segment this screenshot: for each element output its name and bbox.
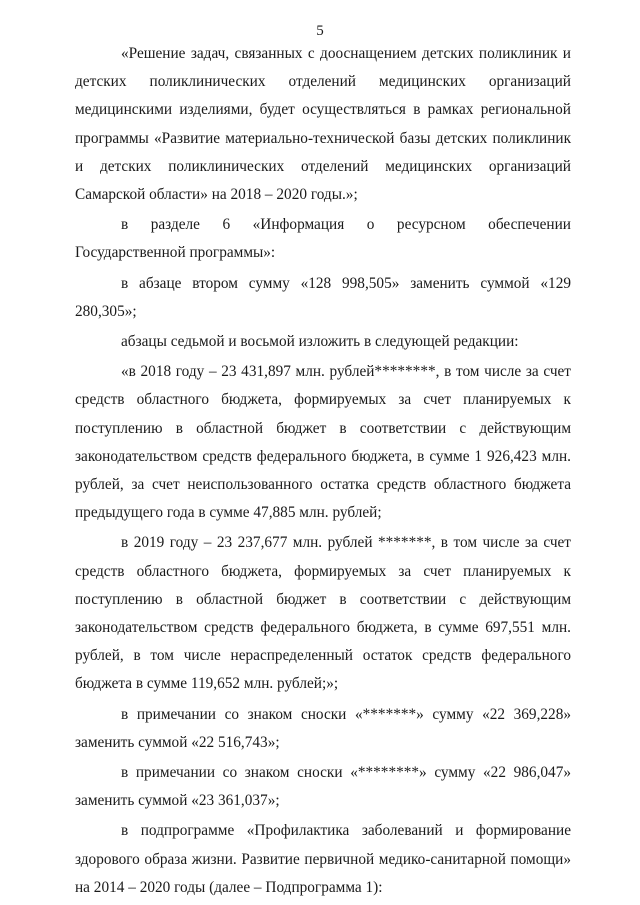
paragraph-second-abzac-amount: в абзаце втором сумму «128 998,505» заменить суммой «129 280,305»; — [75, 274, 571, 320]
paragraph-abzac-7-8-intro: абзацы седьмой и восьмой изложить в следующей редакции: — [121, 333, 519, 351]
document-body — [75, 40, 571, 904]
paragraph-subprogram-1-intro: в подпрограмме «Профилактика заболеваний и формирование здорового образа жизни. Развитие первичной медико-санитарной помощи» на 2014 – 2020 годы (далее – Подпрограмма 1): — [75, 822, 571, 896]
page-number: 5 — [316, 23, 324, 39]
paragraph-program-note: «Решение задач, связанных с дооснащением детских поликлиник и детских поликлинических отделений медицинских организаций медицинскими изделиями, будет осуществляться в рамках региональной программы «Развитие материально-технической базы детских поликлиник и детских поликлинических отделений медицинских организаций Самарской области» на 2018 – 2020 годы.»; — [75, 45, 571, 204]
paragraph-footnote-7-stars: в примечании со знаком сноски «*******» сумму «22 369,228» заменить суммой «22 516,743»; — [75, 705, 571, 751]
paragraph-section-6-intro: в разделе 6 «Информация о ресурсном обеспечении Государственной программы»: — [75, 216, 571, 262]
paragraph-year-2018: «в 2018 году – 23 431,897 млн. рублей********, в том числе за счет средств областного бюджета, формируемых за счет планируемых к поступлению в областной бюджет в соответствии с действующим законодательством средств федерального бюджета, в сумме 1 926,423 млн. рублей, за счет неиспользованного остатка средств областного бюджета предыдущего года в сумме 47,885 млн. рублей; — [75, 363, 571, 522]
paragraph-year-2019: в 2019 году – 23 237,677 млн. рублей *******, в том числе за счет средств областного бюджета, формируемых за счет планируемых к поступлению в областной бюджет в соответствии с действующим законодательством средств федерального бюджета, в сумме 697,551 млн. рублей, в том числе нераспределенный остаток средств федерального бюджета в сумме 119,652 млн. рублей;»; — [75, 534, 571, 693]
paragraph-footnote-8-stars: в примечании со знаком сноски «********» сумму «22 986,047» заменить суммой «23 361,037»; — [75, 764, 571, 810]
